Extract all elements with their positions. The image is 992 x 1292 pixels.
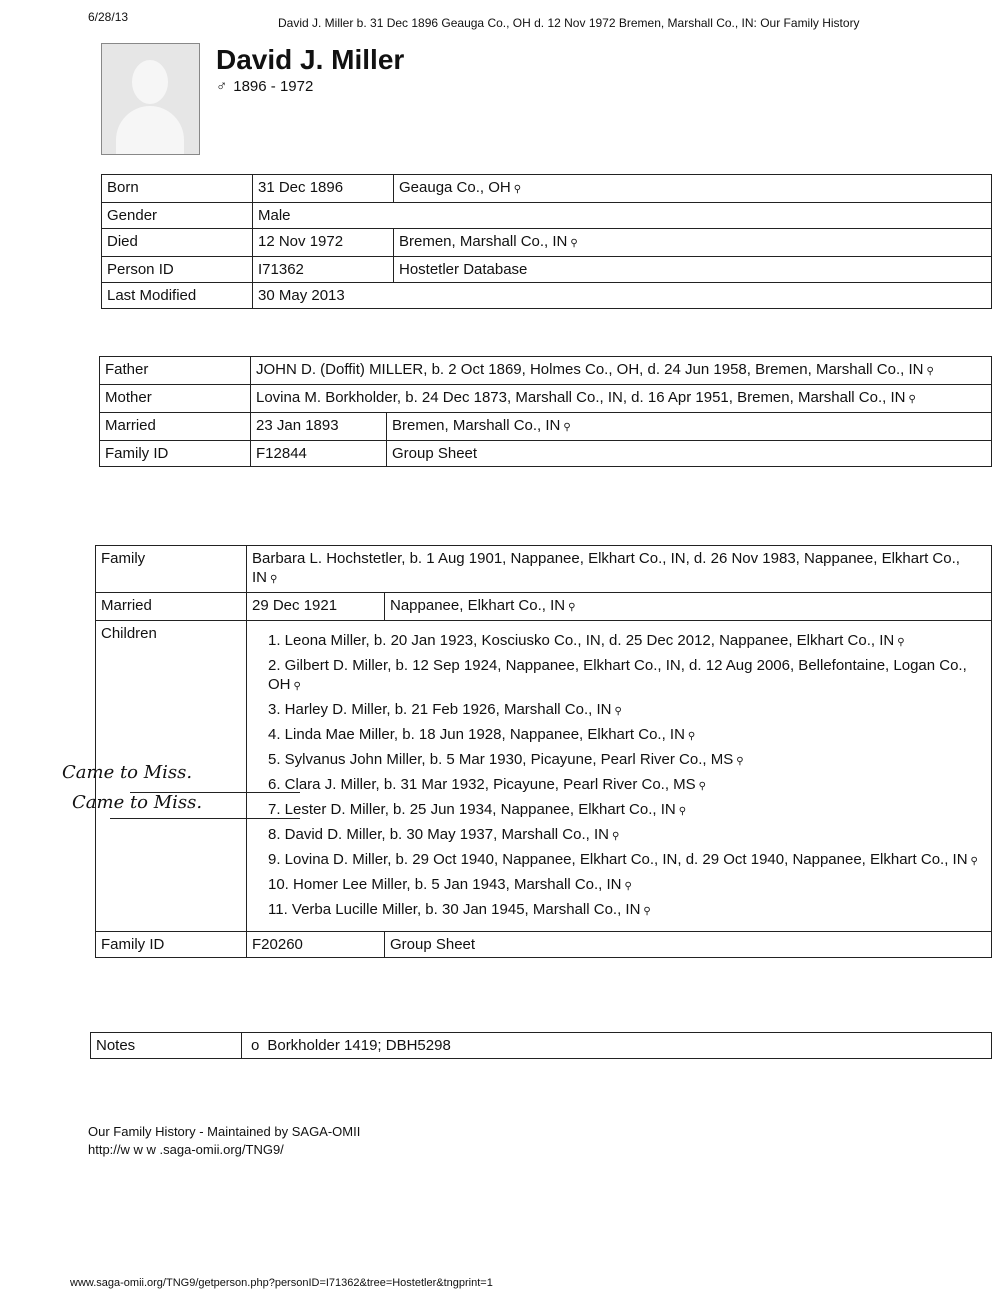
children-label: Children bbox=[96, 621, 247, 932]
magnifier-icon[interactable]: ⚲ bbox=[624, 881, 632, 892]
magnifier-icon[interactable]: ⚲ bbox=[570, 238, 578, 249]
footer-site-link[interactable]: http://w w w .saga-omii.org/TNG9/ bbox=[88, 1142, 284, 1157]
born-place-text: Geauga Co., OH bbox=[399, 179, 511, 196]
magnifier-icon[interactable]: ⚲ bbox=[270, 574, 278, 585]
male-symbol-icon: ♂ bbox=[216, 78, 228, 95]
parents-married-place-text: Bremen, Marshall Co., IN bbox=[392, 417, 561, 434]
mother-label: Mother bbox=[100, 385, 251, 413]
family-row bbox=[96, 932, 992, 958]
magnifier-icon[interactable]: ⚲ bbox=[563, 422, 571, 433]
parents-married-label: Married bbox=[100, 413, 251, 441]
person-id: I71362 bbox=[253, 257, 394, 283]
vitals-row bbox=[102, 229, 992, 257]
child-text: 8. David D. Miller, b. 30 May 1937, Marshall Co., IN bbox=[268, 826, 609, 843]
born-date: 31 Dec 1896 bbox=[253, 175, 394, 203]
child-text: 10. Homer Lee Miller, b. 5 Jan 1943, Marshall Co., IN bbox=[268, 876, 622, 893]
vitals-row bbox=[102, 175, 992, 203]
vitals-label: Last Modified bbox=[102, 283, 253, 309]
notes-value bbox=[242, 1033, 992, 1059]
vitals-row bbox=[102, 257, 992, 283]
notes-row bbox=[91, 1033, 992, 1059]
parents-family-id-label: Family ID bbox=[100, 441, 251, 467]
silhouette-body-icon bbox=[116, 106, 184, 154]
child-item[interactable] bbox=[268, 800, 986, 821]
child-text: 3. Harley D. Miller, b. 21 Feb 1926, Marshall Co., IN bbox=[268, 701, 612, 718]
child-text: 2. Gilbert D. Miller, b. 12 Sep 1924, Nappanee, Elkhart Co., IN, d. 12 Aug 2006, Bellefontaine, Logan Co., OH bbox=[268, 657, 967, 693]
died-place-text: Bremen, Marshall Co., IN bbox=[399, 233, 568, 250]
family-row bbox=[96, 621, 992, 932]
mother-value[interactable] bbox=[251, 385, 992, 413]
died-date: 12 Nov 1972 bbox=[253, 229, 394, 257]
family-row bbox=[96, 546, 992, 593]
vitals-label: Gender bbox=[102, 203, 253, 229]
family-id-label: Family ID bbox=[96, 932, 247, 958]
parents-row bbox=[100, 441, 992, 467]
footer-maintainer: Our Family History - Maintained by SAGA-OMII bbox=[88, 1124, 361, 1139]
family-married-date: 29 Dec 1921 bbox=[247, 593, 385, 621]
mother-text: Lovina M. Borkholder, b. 24 Dec 1873, Marshall Co., IN, d. 16 Apr 1951, Bremen, Marshall Co., IN bbox=[256, 389, 906, 406]
person-photo-placeholder bbox=[101, 43, 200, 155]
magnifier-icon[interactable]: ⚲ bbox=[687, 731, 696, 742]
family-label: Family bbox=[96, 546, 247, 593]
magnifier-icon[interactable]: ⚲ bbox=[736, 756, 744, 767]
notes-label: Notes bbox=[91, 1033, 242, 1059]
spouse-value[interactable] bbox=[247, 546, 992, 593]
father-label: Father bbox=[100, 357, 251, 385]
notes-text: Borkholder 1419; DBH5298 bbox=[267, 1037, 451, 1054]
child-text: 7. Lester D. Miller, b. 25 Jun 1934, Nappanee, Elkhart Co., IN bbox=[268, 801, 676, 818]
family-married-label: Married bbox=[96, 593, 247, 621]
magnifier-icon[interactable]: ⚲ bbox=[698, 781, 706, 792]
child-text: 9. Lovina D. Miller, b. 29 Oct 1940, Nappanee, Elkhart Co., IN, d. 29 Oct 1940, Nappanee, Elkhart Co., IN bbox=[268, 851, 968, 868]
family-id[interactable]: F20260 bbox=[247, 932, 385, 958]
handwritten-underline bbox=[110, 818, 300, 819]
parents-row bbox=[100, 413, 992, 441]
magnifier-icon[interactable]: ⚲ bbox=[513, 184, 522, 195]
magnifier-icon[interactable]: ⚲ bbox=[897, 637, 905, 648]
died-place[interactable] bbox=[394, 229, 992, 257]
magnifier-icon[interactable]: ⚲ bbox=[568, 602, 576, 613]
child-item[interactable] bbox=[268, 825, 986, 846]
vitals-label: Died bbox=[102, 229, 253, 257]
handwritten-note: Came to Miss. bbox=[62, 762, 193, 783]
child-text: 11. Verba Lucille Miller, b. 30 Jan 1945, Marshall Co., IN bbox=[268, 901, 641, 918]
vitals-table bbox=[101, 174, 992, 309]
person-years-line bbox=[216, 78, 313, 95]
family-table bbox=[95, 545, 992, 958]
gender-value: Male bbox=[253, 203, 992, 229]
family-married-place-text: Nappanee, Elkhart Co., IN bbox=[390, 597, 566, 614]
bullet: o bbox=[251, 1037, 260, 1054]
parents-row bbox=[100, 385, 992, 413]
print-date: 6/28/13 bbox=[88, 10, 129, 24]
parents-family-id[interactable]: F12844 bbox=[251, 441, 387, 467]
parents-group-sheet-link[interactable]: Group Sheet bbox=[387, 441, 992, 467]
vitals-row bbox=[102, 203, 992, 229]
born-place[interactable] bbox=[394, 175, 992, 203]
handwritten-underline bbox=[130, 792, 300, 793]
person-name: David J. Miller bbox=[216, 44, 405, 75]
parents-married-place[interactable] bbox=[387, 413, 992, 441]
child-text: 5. Sylvanus John Miller, b. 5 Mar 1930, Picayune, Pearl River Co., MS bbox=[268, 751, 734, 768]
family-row bbox=[96, 593, 992, 621]
handwritten-note: Came to Miss. bbox=[72, 792, 203, 813]
person-database[interactable]: Hostetler Database bbox=[394, 257, 992, 283]
magnifier-icon[interactable]: ⚲ bbox=[678, 806, 687, 817]
magnifier-icon[interactable]: ⚲ bbox=[614, 706, 622, 717]
child-item[interactable] bbox=[268, 750, 986, 771]
spouse-text: Barbara L. Hochstetler, b. 1 Aug 1901, Nappanee, Elkhart Co., IN, d. 26 Nov 1983, Nappanee, Elkhart Co., IN bbox=[252, 550, 960, 586]
print-url: www.saga-omii.org/TNG9/getperson.php?personID=I71362&tree=Hostetler&tngprint=1 bbox=[70, 1277, 493, 1289]
child-item[interactable] bbox=[268, 700, 986, 721]
child-item[interactable] bbox=[268, 656, 986, 696]
person-years: 1896 - 1972 bbox=[233, 78, 314, 95]
magnifier-icon[interactable]: ⚲ bbox=[293, 681, 301, 692]
magnifier-icon[interactable]: ⚲ bbox=[926, 366, 934, 377]
family-married-place[interactable] bbox=[385, 593, 992, 621]
child-item[interactable] bbox=[268, 850, 986, 871]
last-modified-value: 30 May 2013 bbox=[253, 283, 992, 309]
notes-table bbox=[90, 1032, 992, 1059]
silhouette-head-icon bbox=[132, 60, 168, 104]
magnifier-icon[interactable]: ⚲ bbox=[970, 856, 978, 867]
child-item[interactable] bbox=[268, 900, 986, 921]
child-item[interactable] bbox=[268, 775, 986, 796]
vitals-label: Person ID bbox=[102, 257, 253, 283]
parents-row bbox=[100, 357, 992, 385]
magnifier-icon[interactable]: ⚲ bbox=[908, 394, 916, 405]
child-text: 6. Clara J. Miller, b. 31 Mar 1932, Picayune, Pearl River Co., MS bbox=[268, 776, 696, 793]
magnifier-icon[interactable]: ⚲ bbox=[643, 906, 651, 917]
child-text: 4. Linda Mae Miller, b. 18 Jun 1928, Nappanee, Elkhart Co., IN bbox=[268, 726, 685, 743]
vitals-label: Born bbox=[102, 175, 253, 203]
children-list bbox=[247, 621, 992, 932]
father-value[interactable] bbox=[251, 357, 992, 385]
parents-married-date: 23 Jan 1893 bbox=[251, 413, 387, 441]
magnifier-icon[interactable]: ⚲ bbox=[611, 831, 620, 842]
vitals-row bbox=[102, 283, 992, 309]
print-title: David J. Miller b. 31 Dec 1896 Geauga Co., OH d. 12 Nov 1972 Bremen, Marshall Co., IN: Our Family History bbox=[278, 16, 860, 30]
child-text: 1. Leona Miller, b. 20 Jan 1923, Kosciusko Co., IN, d. 25 Dec 2012, Nappanee, Elkhart Co., IN bbox=[268, 632, 895, 649]
father-text: JOHN D. (Doffit) MILLER, b. 2 Oct 1869, Holmes Co., OH, d. 24 Jun 1958, Bremen, Marshall Co., IN bbox=[256, 361, 924, 378]
child-item[interactable] bbox=[268, 631, 986, 652]
family-group-sheet-link[interactable]: Group Sheet bbox=[385, 932, 992, 958]
child-item[interactable] bbox=[268, 725, 986, 746]
child-item[interactable] bbox=[268, 875, 986, 896]
parents-table bbox=[99, 356, 992, 467]
